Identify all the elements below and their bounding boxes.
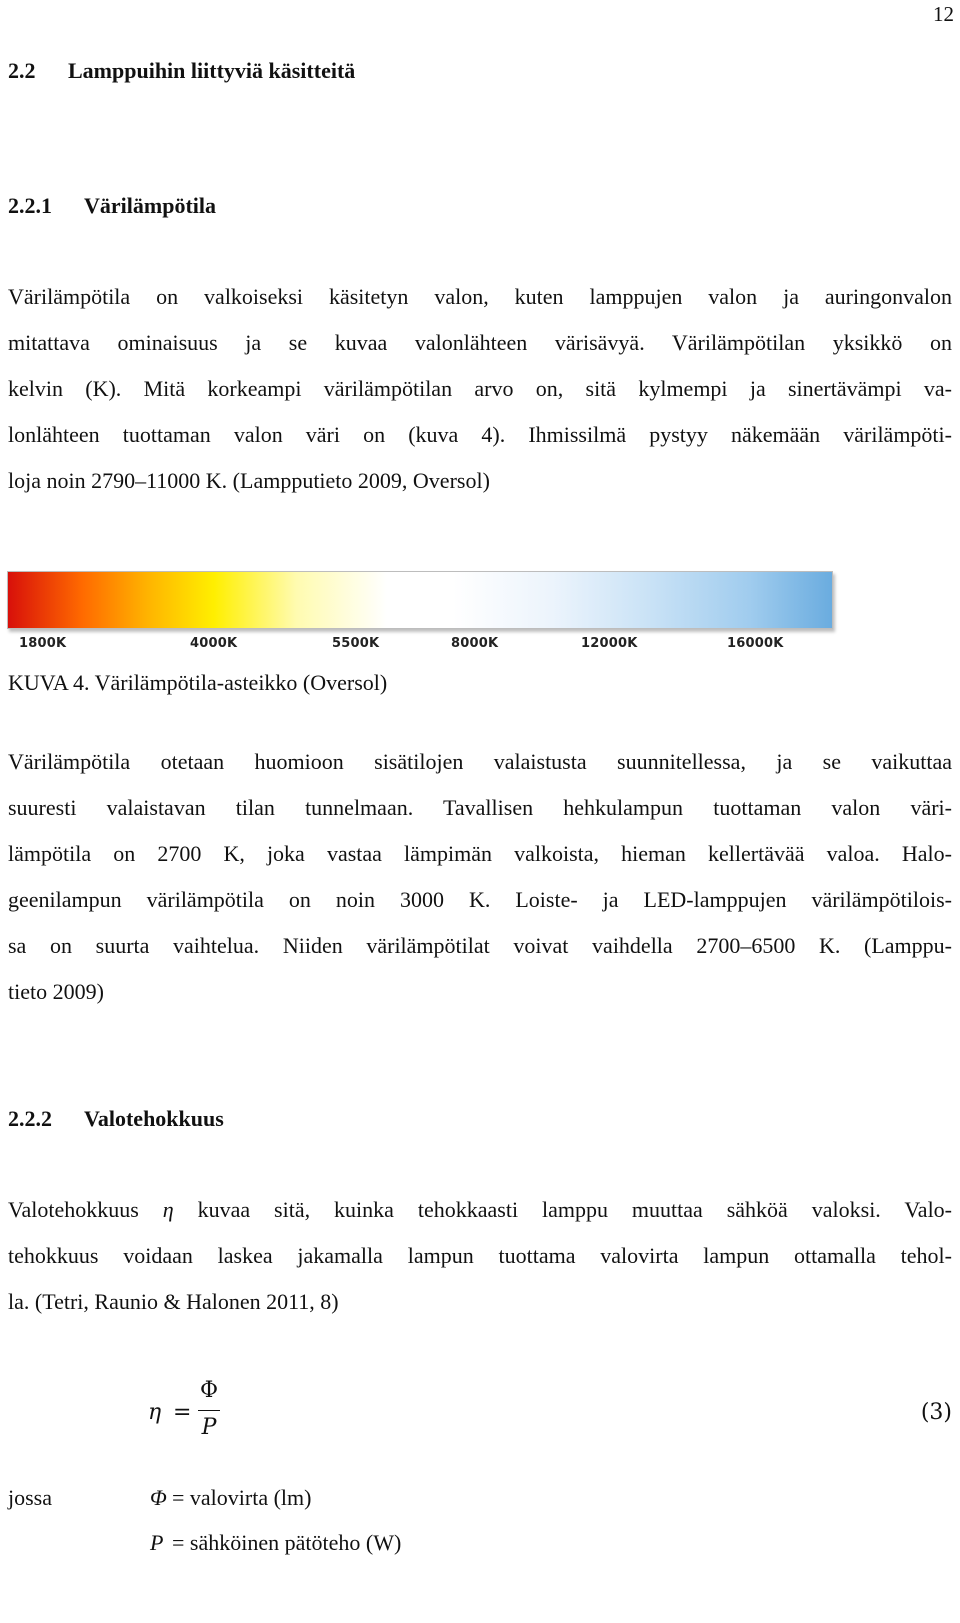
formula-denominator: P: [201, 1415, 217, 1440]
paragraph-lighting-design: [8, 739, 952, 1015]
paragraph-line: lämpötila on 2700 K, joka vastaa lämpimän valkoista, hieman kellertävää valoa. Halo-: [8, 841, 952, 866]
subsection-number: 2.2.2: [8, 1106, 52, 1131]
definition-symbol: P: [150, 1530, 164, 1555]
paragraph-line: tehokkuus voidaan laskea jakamalla lampun tuottama valovirta lampun ottamalla tehol-: [8, 1243, 952, 1268]
scale-tick-label: 5500K: [332, 636, 380, 651]
scale-tick-label: 4000K: [190, 636, 238, 651]
paragraph-line: [8, 1187, 952, 1233]
figure-caption: KUVA 4. Värilämpötila-asteikko (Oversol): [8, 670, 388, 695]
efficacy-formula: [0, 1378, 960, 1458]
definition-description: = sähköinen pätöteho (W): [172, 1530, 402, 1555]
scale-tick-label: 8000K: [451, 636, 499, 651]
formula-numerator: Φ: [199, 1378, 219, 1403]
paragraph-line: loja noin 2790–11000 K. (Lampputieto 2009, Oversol): [8, 468, 490, 493]
definition-description: = valovirta (lm): [172, 1485, 312, 1510]
paragraph-text: Valotehokkuus: [8, 1197, 163, 1222]
section-title: Lamppuihin liittyviä käsitteitä: [68, 58, 356, 83]
color-gradient-bar: [7, 571, 833, 629]
paragraph-line: mitattava ominaisuus ja se kuvaa valonlähteen värisävyä. Värilämpötilan yksikkö on: [8, 330, 952, 355]
scale-tick-label: 12000K: [581, 636, 638, 651]
definition-symbol: Φ: [150, 1485, 167, 1510]
formula-equals: =: [173, 1400, 192, 1425]
paragraph-line: lonlähteen tuottaman valon väri on (kuva 4). Ihmissilmä pystyy näkemään värilämpöti-: [8, 422, 952, 447]
subsection-title: Värilämpötila: [84, 193, 216, 218]
subsection-heading-2: [8, 1106, 224, 1132]
paragraph-line: la. (Tetri, Raunio & Halonen 2011, 8): [8, 1289, 339, 1314]
formula-fraction: [198, 1378, 220, 1440]
paragraph-line: tieto 2009): [8, 979, 104, 1004]
page-number: 12: [933, 2, 954, 26]
definitions-term: jossa: [8, 1485, 52, 1510]
paragraph-line: kelvin (K). Mitä korkeampi värilämpötilan arvo on, sitä kylmempi ja sinertävämpi va-: [8, 376, 952, 401]
fraction-bar: [198, 1410, 220, 1411]
paragraph-text: kuvaa sitä, kuinka tehokkaasti lamppu muuttaa sähköä valoksi. Valo-: [173, 1197, 953, 1222]
paragraph-line: sa on suurta vaihtelua. Niiden värilämpötilat voivat vaihdella 2700–6500 K. (Lamppu-: [8, 933, 952, 958]
paragraph-luminous-efficacy: [8, 1187, 952, 1325]
subsection-number: 2.2.1: [8, 193, 52, 218]
section-number: 2.2: [8, 58, 36, 83]
scale-tick-label: 16000K: [727, 636, 784, 651]
paragraph-line: geenilampun värilämpötila on noin 3000 K. Loiste- ja LED-lamppujen värilämpötilois-: [8, 887, 952, 912]
equation-number: (3): [920, 1400, 952, 1425]
subsection-title: Valotehokkuus: [84, 1106, 224, 1131]
formula-lhs: η: [148, 1400, 162, 1425]
color-temperature-scale: [7, 571, 833, 651]
section-heading: [8, 58, 355, 84]
symbol-definitions: [8, 1485, 948, 1575]
paragraph-line: Värilämpötila on valkoiseksi käsitetyn valon, kuten lamppujen valon ja auringonvalon: [8, 284, 952, 309]
scale-tick-label: 1800K: [19, 636, 67, 651]
paragraph-line: suuresti valaistavan tilan tunnelmaan. Tavallisen hehkulampun tuottaman valon väri-: [8, 795, 952, 820]
eta-symbol: η: [162, 1197, 174, 1222]
subsection-heading-1: [8, 193, 216, 219]
paragraph-line: Värilämpötila otetaan huomioon sisätilojen valaistusta suunnitellessa, ja se vaikuttaa: [8, 749, 952, 774]
paragraph-color-temperature: [8, 274, 952, 504]
